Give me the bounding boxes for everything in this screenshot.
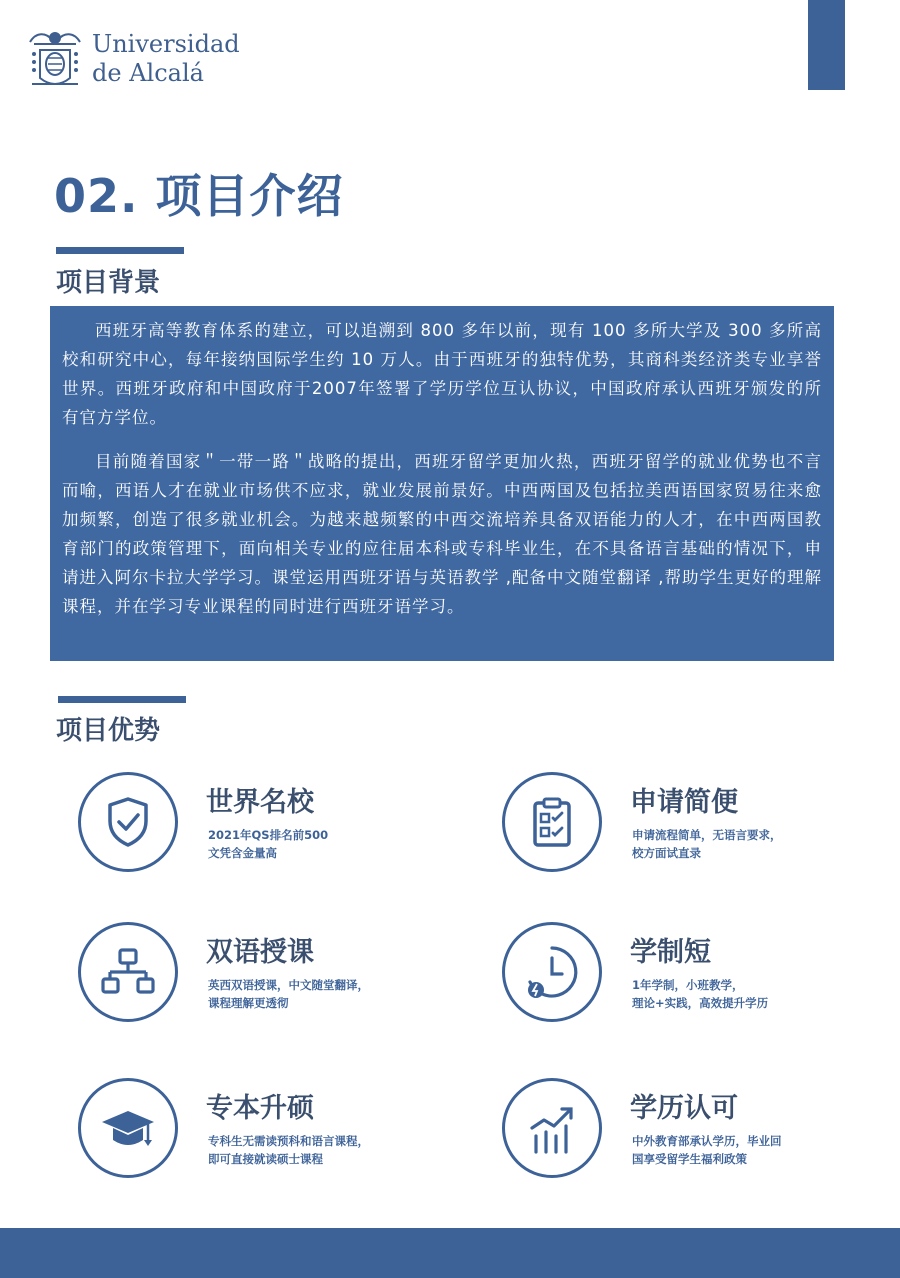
section-title-advantages: 项目优势 bbox=[56, 716, 161, 746]
background-paragraph-1: 西班牙高等教育体系的建立，可以追溯到 800 多年以前，现有 100 多所大学及 300 多所高校和研究中心，每年接纳国际学生约 10 万人。由于西班牙的独特优势，其商科类经济类专业享誉世界。西班牙政府和中国政府于2007年签署了学历学位互认协议，中国政府承认西班牙颁发的所有官方学位。 bbox=[62, 321, 822, 427]
advantage-icon-circle bbox=[502, 772, 602, 872]
footer-bar bbox=[0, 1228, 900, 1278]
advantage-icon-circle bbox=[502, 922, 602, 1022]
section-underline-bar bbox=[56, 247, 184, 254]
university-name-line1: Universidad bbox=[92, 30, 240, 58]
advantage-title: 专本升硕 bbox=[206, 1093, 314, 1124]
page-title: 02. 项目介绍 bbox=[54, 169, 344, 223]
university-name bbox=[92, 30, 240, 88]
advantage-icon-circle bbox=[502, 1078, 602, 1178]
advantage-title: 世界名校 bbox=[206, 787, 314, 818]
advantage-icon-circle bbox=[78, 772, 178, 872]
university-crest-icon bbox=[26, 28, 84, 90]
shield-check-icon bbox=[100, 794, 156, 850]
advantage-title: 双语授课 bbox=[206, 937, 314, 968]
advantage-description: 专科生无需读预科和语言课程， 即可直接就读硕士课程 bbox=[208, 1134, 369, 1166]
advantage-title: 申请简便 bbox=[630, 787, 738, 818]
org-chart-icon bbox=[100, 944, 156, 1000]
advantage-description: 中外教育部承认学历，毕业回 国享受留学生福利政策 bbox=[632, 1134, 782, 1166]
advantage-title: 学历认可 bbox=[630, 1093, 738, 1124]
advantage-description: 英西双语授课，中文随堂翻译， 课程理解更透彻 bbox=[208, 978, 369, 1010]
advantage-icon-circle bbox=[78, 922, 178, 1022]
growth-chart-icon bbox=[524, 1100, 580, 1156]
section-underline-bar bbox=[58, 696, 186, 703]
university-name-line2: de Alcalá bbox=[92, 59, 204, 87]
advantage-icon-circle bbox=[78, 1078, 178, 1178]
advantage-description: 1年学制，小班教学， 理论+实践，高效提升学历 bbox=[632, 978, 769, 1010]
clipboard-checklist-icon bbox=[524, 794, 580, 850]
clock-icon bbox=[524, 944, 580, 1000]
background-text-box bbox=[50, 306, 834, 661]
section-title-background: 项目背景 bbox=[56, 268, 161, 298]
advantage-description: 申请流程简单，无语言要求， 校方面试直录 bbox=[632, 828, 782, 860]
background-paragraph-2: 目前随着国家＂一带一路＂战略的提出，西班牙留学更加火热，西班牙留学的就业优势也不言而喻，西语人才在就业市场供不应求，就业发展前景好。中西两国及包括拉美西语国家贸易往来愈加频繁，创造了很多就业机会。为越来越频繁的中西交流培养具备双语能力的人才，在中西两国教育部门的政策管理下，面向相关专业的应往届本科或专科毕业生，在不具备语言基础的情况下，申请进入阿尔卡拉大学学习。课堂运用西班牙语与英语教学 ,配备中文随堂翻译 ,帮助学生更好的理解课程，并在学习专业课程的同时进行西班牙语学习。 bbox=[62, 452, 822, 616]
university-logo bbox=[26, 28, 256, 90]
corner-decoration-bar bbox=[808, 0, 845, 90]
advantage-title: 学制短 bbox=[630, 937, 711, 968]
graduation-cap-icon bbox=[100, 1100, 156, 1156]
advantage-description: 2021年QS排名前500 文凭含金量高 bbox=[208, 828, 329, 860]
